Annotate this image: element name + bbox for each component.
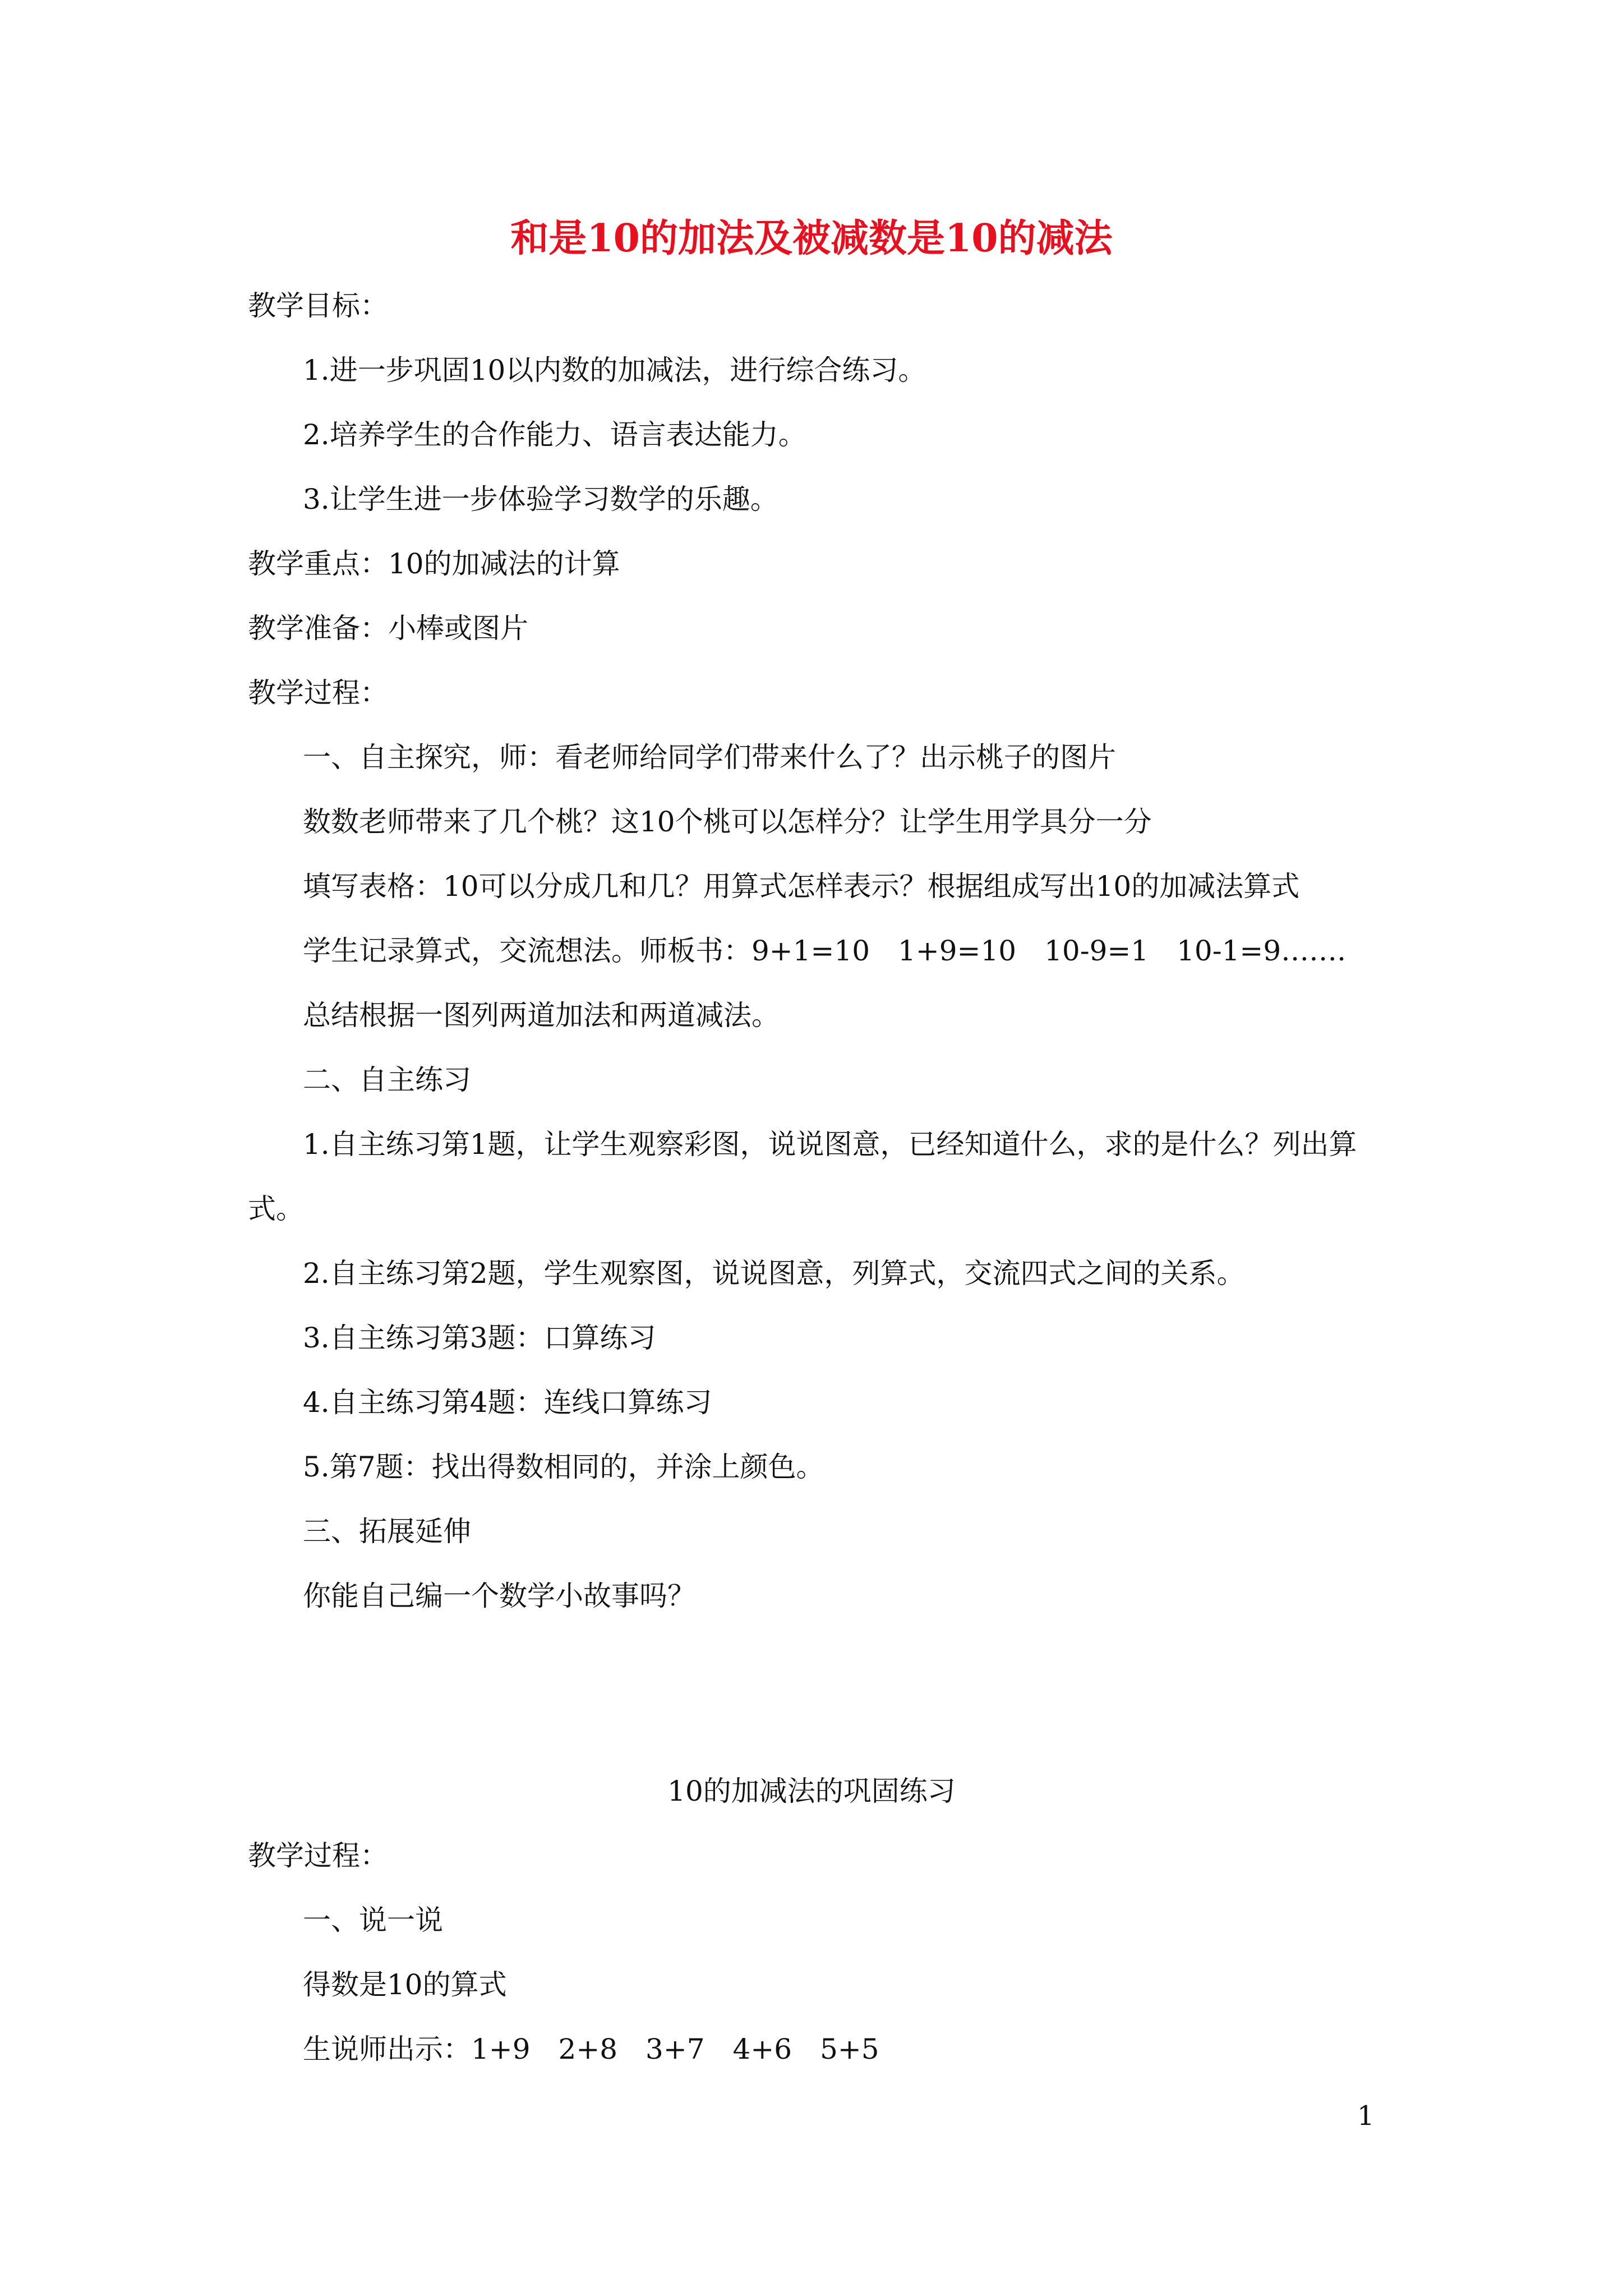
process-line-13: 你能自己编一个数学小故事吗？: [303, 1580, 695, 1612]
process-line-4: 学生记录算式，交流想法。师板书：9+1=10 1+9=10 10-9=1 10-1=9…….: [303, 935, 1347, 967]
process-line-7-wrap: 式。: [248, 1193, 304, 1225]
section2-heading: 教学过程：: [248, 1839, 388, 1872]
process-line-10: 4.自主练习第4题：连线口算练习: [303, 1386, 712, 1419]
process-line-11: 5.第7题：找出得数相同的，并涂上颜色。: [303, 1451, 824, 1483]
section-heading-practice: 二、自主练习: [303, 1064, 471, 1096]
process-line-7: 1.自主练习第1题，让学生观察彩图，说说图意，已经知道什么，求的是什么？列出算: [303, 1128, 1357, 1161]
section-heading-extension: 三、拓展延伸: [303, 1515, 471, 1548]
objective-item-3: 3.让学生进一步体验学习数学的乐趣。: [303, 483, 778, 516]
objective-item-2: 2.培养学生的合作能力、语言表达能力。: [303, 418, 806, 451]
section2-line-1: 一、说一说: [303, 1904, 443, 1936]
page-number: 1: [1357, 2100, 1375, 2132]
process-line-5: 总结根据一图列两道加法和两道减法。: [303, 999, 780, 1032]
section2-line-2: 得数是10的算式: [303, 1968, 507, 2001]
process-line-8: 2.自主练习第2题，学生观察图，说说图意，列算式，交流四式之间的关系。: [303, 1257, 1245, 1290]
process-line-3: 填写表格：10可以分成几和几？用算式怎样表示？根据组成写出10的加减法算式: [303, 870, 1300, 903]
section2-title: 10的加减法的巩固练习: [667, 1775, 956, 1807]
section2-line-3: 生说师出示：1+9 2+8 3+7 4+6 5+5: [303, 2033, 879, 2065]
objective-item-1: 1.进一步巩固10以内数的加减法，进行综合练习。: [303, 354, 926, 386]
document-title: 和是10的加法及被减数是10的减法: [510, 216, 1113, 261]
process-heading: 教学过程：: [248, 677, 388, 709]
preparation: 教学准备：小棒或图片: [248, 612, 528, 645]
process-line-2: 数数老师带来了几个桃？这10个桃可以怎样分？让学生用学具分一分: [303, 806, 1152, 838]
objectives-heading: 教学目标：: [248, 289, 388, 322]
process-line-1: 一、自主探究，师：看老师给同学们带来什么了？出示桃子的图片: [303, 741, 1116, 774]
key-point: 教学重点：10的加减法的计算: [248, 547, 620, 580]
process-line-9: 3.自主练习第3题：口算练习: [303, 1322, 656, 1354]
